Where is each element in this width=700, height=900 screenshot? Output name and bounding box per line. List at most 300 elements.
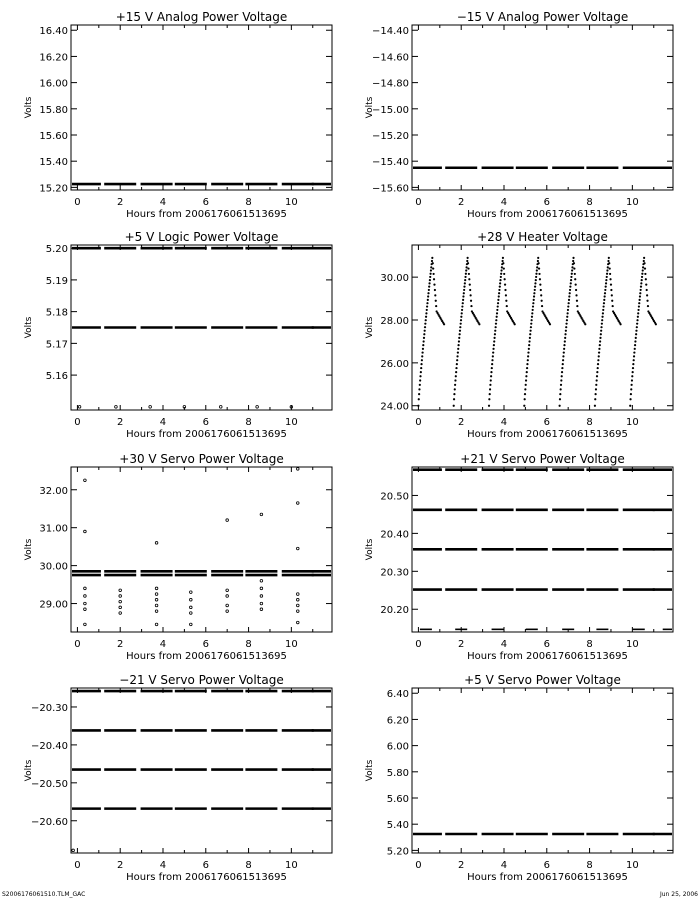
data-point: [534, 289, 536, 291]
data-point: [429, 279, 431, 281]
data-point: [533, 292, 535, 294]
data-point: [417, 405, 419, 407]
x-axis-label: Hours from 2006176061513695: [126, 429, 287, 440]
data-point: [296, 610, 299, 613]
data-point: [119, 600, 122, 603]
data-point: [638, 299, 640, 301]
data-point: [595, 384, 597, 386]
data-point: [642, 269, 644, 271]
x-tick-label: 8: [245, 860, 252, 871]
data-point: [84, 530, 87, 533]
y-tick-label: 5.19: [45, 275, 68, 287]
data-point: [532, 309, 534, 311]
data-point: [611, 300, 613, 302]
data-point: [489, 388, 491, 390]
y-tick-label: −20.40: [30, 740, 68, 752]
data-point: [601, 319, 603, 321]
data-point: [636, 323, 638, 325]
chart-title: +30 V Servo Power Voltage: [119, 452, 284, 466]
y-axis-label: Volts: [24, 96, 34, 119]
data-point: [427, 295, 429, 297]
data-point: [567, 309, 569, 311]
data-point: [560, 384, 562, 386]
data-point: [533, 295, 535, 297]
data-point: [634, 348, 636, 350]
y-tick-label: 5.17: [45, 339, 68, 351]
data-point: [432, 262, 434, 264]
y-tick-label: 30.00: [380, 273, 409, 285]
data-point: [633, 351, 635, 353]
data-point: [119, 595, 122, 598]
data-point: [538, 273, 540, 275]
data-point: [641, 276, 643, 278]
data-point: [495, 326, 497, 328]
data-point: [639, 295, 641, 297]
x-tick-label: 10: [625, 417, 639, 428]
data-point: [463, 286, 465, 288]
data-point: [541, 305, 543, 307]
data-point: [453, 398, 455, 400]
data-point: [608, 257, 610, 259]
data-point: [533, 299, 535, 301]
data-point: [500, 276, 502, 278]
data-point: [531, 319, 533, 321]
data-point: [425, 312, 427, 314]
data-point: [603, 299, 605, 301]
data-point: [296, 593, 299, 596]
data-point: [226, 589, 229, 592]
data-point: [155, 623, 158, 626]
data-point: [418, 393, 420, 395]
data-point: [597, 359, 599, 361]
data-point: [610, 289, 612, 291]
data-point: [534, 286, 536, 288]
chart-title: +21 V Servo Power Voltage: [460, 452, 625, 466]
x-axis-label: Hours from 2006176061513695: [467, 429, 628, 440]
plot-frame: [71, 25, 332, 190]
data-point: [605, 279, 607, 281]
data-point: [495, 323, 497, 325]
data-point: [467, 267, 469, 269]
data-point: [527, 351, 529, 353]
data-point: [421, 359, 423, 361]
x-tick-label: 4: [500, 860, 508, 871]
x-tick-label: 4: [500, 417, 508, 428]
data-point: [457, 344, 459, 346]
data-point: [426, 302, 428, 304]
plot-frame: [412, 25, 673, 190]
data-point: [606, 273, 608, 275]
x-axis-label: Hours from 2006176061513695: [126, 209, 287, 220]
y-tick-label: 5.18: [45, 307, 68, 319]
data-point: [190, 623, 193, 626]
data-point: [421, 351, 423, 353]
x-tick-label: 10: [284, 417, 298, 428]
y-tick-label: 5.40: [386, 820, 409, 832]
x-tick-label: 6: [543, 417, 550, 428]
data-point: [190, 612, 193, 615]
chart-title: +5 V Servo Power Voltage: [464, 673, 621, 687]
data-point: [596, 375, 598, 377]
data-point: [563, 344, 565, 346]
data-point: [646, 300, 648, 302]
data-point: [256, 406, 259, 409]
data-point: [455, 375, 457, 377]
data-point: [119, 612, 122, 615]
data-point: [454, 388, 456, 390]
data-point: [458, 340, 460, 342]
data-point: [504, 289, 506, 291]
data-point: [641, 273, 643, 275]
y-axis-label: Volts: [365, 316, 375, 339]
y-tick-label: 5.60: [386, 794, 409, 805]
data-point: [632, 363, 634, 365]
data-point: [423, 340, 425, 342]
data-point: [429, 276, 431, 278]
data-point: [433, 273, 435, 275]
data-point: [84, 608, 87, 611]
x-tick-label: 10: [625, 197, 639, 208]
chart-panel-7: [24, 673, 332, 883]
data-point: [539, 278, 541, 280]
data-point: [500, 269, 502, 271]
data-point: [453, 393, 455, 395]
data-point: [468, 273, 470, 275]
y-axis-label: Volts: [365, 96, 375, 119]
data-point: [465, 273, 467, 275]
y-tick-label: −15.20: [371, 131, 409, 142]
data-point: [454, 379, 456, 381]
data-point: [549, 323, 551, 325]
data-point: [561, 371, 563, 373]
data-point: [260, 587, 263, 590]
data-point: [631, 375, 633, 377]
y-tick-label: −14.60: [371, 52, 409, 64]
y-tick-label: 20.50: [380, 491, 409, 503]
data-point: [538, 262, 540, 264]
data-point: [84, 623, 87, 626]
data-point: [490, 375, 492, 377]
data-point: [458, 337, 460, 339]
y-tick-label: 6.40: [386, 689, 409, 701]
data-point: [493, 344, 495, 346]
plot-frame: [71, 467, 332, 632]
x-tick-label: 2: [117, 417, 124, 428]
y-tick-label: 16.20: [39, 52, 68, 64]
data-point: [634, 344, 636, 346]
data-point: [524, 388, 526, 390]
y-tick-label: −14.40: [371, 26, 409, 38]
data-point: [531, 312, 533, 314]
data-point: [462, 299, 464, 301]
y-axis-label: Volts: [24, 538, 34, 561]
footer-date: Jun 25, 2006: [659, 891, 698, 898]
data-point: [597, 363, 599, 365]
data-point: [565, 323, 567, 325]
x-tick-label: 6: [543, 639, 550, 650]
data-point: [494, 333, 496, 335]
x-tick-label: 6: [202, 197, 209, 208]
data-point: [296, 598, 299, 601]
data-point: [457, 348, 459, 350]
x-tick-label: 0: [415, 417, 422, 428]
data-point: [634, 340, 636, 342]
data-point: [514, 323, 516, 325]
data-point: [455, 367, 457, 369]
y-tick-label: 29.00: [39, 599, 68, 611]
data-point: [498, 292, 500, 294]
data-point: [155, 598, 158, 601]
data-point: [528, 340, 530, 342]
x-tick-label: 8: [586, 197, 593, 208]
x-tick-label: 6: [202, 860, 209, 871]
data-point: [492, 348, 494, 350]
y-tick-label: −15.60: [371, 183, 409, 195]
x-tick-label: 8: [586, 417, 593, 428]
data-point: [429, 273, 431, 275]
y-axis-label: Volts: [24, 759, 34, 782]
data-point: [492, 351, 494, 353]
data-point: [644, 273, 646, 275]
data-point: [423, 337, 425, 339]
data-point: [531, 316, 533, 318]
data-point: [538, 267, 540, 269]
data-point: [605, 286, 607, 288]
x-tick-label: 6: [202, 417, 209, 428]
data-point: [567, 312, 569, 314]
y-tick-label: −14.80: [371, 78, 409, 90]
data-point: [599, 344, 601, 346]
data-point: [534, 282, 536, 284]
data-point: [564, 337, 566, 339]
data-point: [612, 305, 614, 307]
data-point: [568, 295, 570, 297]
y-tick-label: 26.00: [380, 358, 409, 370]
x-tick-label: 0: [415, 197, 422, 208]
data-point: [608, 262, 610, 264]
data-point: [526, 371, 528, 373]
y-tick-label: −15.40: [371, 157, 409, 169]
data-point: [460, 316, 462, 318]
data-point: [421, 355, 423, 357]
y-tick-label: 16.00: [39, 78, 68, 90]
chart-title: −15 V Analog Power Voltage: [456, 10, 629, 24]
data-point: [260, 595, 263, 598]
data-point: [572, 260, 574, 262]
data-point: [559, 405, 561, 407]
data-point: [420, 367, 422, 369]
x-tick-label: 4: [500, 639, 508, 650]
data-point: [459, 330, 461, 332]
data-point: [560, 379, 562, 381]
data-point: [561, 375, 563, 377]
data-point: [527, 359, 529, 361]
data-point: [560, 388, 562, 390]
data-point: [584, 323, 586, 325]
data-point: [570, 276, 572, 278]
data-point: [460, 319, 462, 321]
data-point: [535, 273, 537, 275]
data-point: [524, 393, 526, 395]
y-tick-label: 6.20: [386, 715, 409, 727]
data-point: [226, 604, 229, 607]
y-tick-label: 6.00: [386, 741, 409, 753]
data-point: [435, 305, 437, 307]
data-point: [570, 282, 572, 284]
data-point: [428, 286, 430, 288]
data-point: [609, 278, 611, 280]
data-point: [469, 289, 471, 291]
data-point: [498, 289, 500, 291]
data-point: [430, 269, 432, 271]
data-point: [610, 284, 612, 286]
data-point: [497, 302, 499, 304]
data-point: [496, 316, 498, 318]
x-tick-label: 4: [159, 417, 167, 428]
plot-frame: [412, 688, 673, 853]
x-tick-label: 8: [245, 417, 252, 428]
data-point: [501, 266, 503, 268]
data-point: [571, 269, 573, 271]
data-point: [423, 333, 425, 335]
y-tick-label: 28.00: [380, 316, 409, 327]
data-point: [562, 363, 564, 365]
data-point: [506, 305, 508, 307]
chart-panel-6: [365, 452, 673, 662]
data-point: [565, 330, 567, 332]
data-point: [572, 257, 574, 259]
data-point: [576, 305, 578, 307]
data-point: [422, 348, 424, 350]
x-tick-label: 6: [543, 197, 550, 208]
data-point: [459, 326, 461, 328]
data-point: [468, 278, 470, 280]
data-point: [431, 260, 433, 262]
data-point: [457, 351, 459, 353]
data-point: [636, 326, 638, 328]
data-point: [488, 405, 490, 407]
data-point: [149, 406, 152, 409]
x-tick-label: 2: [117, 197, 124, 208]
data-point: [562, 359, 564, 361]
data-point: [574, 278, 576, 280]
data-point: [638, 305, 640, 307]
data-point: [503, 273, 505, 275]
data-point: [419, 379, 421, 381]
y-tick-label: 15.20: [39, 183, 68, 195]
data-point: [461, 309, 463, 311]
data-point: [296, 604, 299, 607]
data-point: [643, 260, 645, 262]
data-point: [630, 393, 632, 395]
data-point: [155, 587, 158, 590]
data-point: [633, 359, 635, 361]
data-point: [541, 300, 543, 302]
data-point: [493, 337, 495, 339]
data-point: [467, 262, 469, 264]
x-tick-label: 2: [458, 639, 465, 650]
x-axis-label: Hours from 2006176061513695: [467, 651, 628, 662]
x-axis-label: Hours from 2006176061513695: [467, 209, 628, 220]
data-point: [434, 289, 436, 291]
x-tick-label: 0: [415, 639, 422, 650]
data-point: [594, 398, 596, 400]
data-point: [601, 316, 603, 318]
x-axis-label: Hours from 2006176061513695: [126, 651, 287, 662]
data-point: [631, 384, 633, 386]
data-point: [573, 262, 575, 264]
data-point: [594, 405, 596, 407]
data-point: [463, 289, 465, 291]
data-point: [504, 284, 506, 286]
data-point: [470, 305, 472, 307]
data-point: [569, 289, 571, 291]
data-point: [530, 323, 532, 325]
data-point: [501, 260, 503, 262]
data-point: [655, 323, 657, 325]
data-point: [489, 393, 491, 395]
data-point: [640, 282, 642, 284]
y-tick-label: 16.40: [39, 26, 68, 38]
data-point: [467, 257, 469, 259]
data-point: [529, 337, 531, 339]
data-point: [492, 355, 494, 357]
x-tick-label: 6: [543, 860, 550, 871]
data-point: [424, 330, 426, 332]
data-point: [606, 269, 608, 271]
x-tick-label: 10: [284, 639, 298, 650]
data-point: [637, 312, 639, 314]
data-point: [296, 468, 299, 471]
chart-title: +15 V Analog Power Voltage: [115, 10, 288, 24]
data-point: [226, 519, 229, 522]
y-axis-label: Volts: [24, 316, 34, 339]
x-tick-label: 0: [74, 860, 81, 871]
x-axis-label: Hours from 2006176061513695: [467, 872, 628, 883]
data-point: [532, 305, 534, 307]
data-point: [504, 278, 506, 280]
data-point: [603, 305, 605, 307]
data-point: [155, 542, 158, 545]
data-point: [611, 294, 613, 296]
data-point: [604, 289, 606, 291]
data-point: [532, 302, 534, 304]
y-tick-label: 5.20: [45, 244, 68, 256]
data-point: [540, 294, 542, 296]
data-point: [155, 610, 158, 613]
data-point: [604, 295, 606, 297]
data-point: [260, 608, 263, 611]
y-tick-label: 20.30: [380, 567, 409, 579]
y-tick-label: 15.60: [39, 131, 68, 142]
data-point: [462, 302, 464, 304]
data-point: [526, 363, 528, 365]
data-point: [496, 309, 498, 311]
data-point: [425, 316, 427, 318]
data-point: [526, 367, 528, 369]
y-tick-label: 32.00: [39, 485, 68, 497]
data-point: [525, 379, 527, 381]
data-point: [600, 326, 602, 328]
data-point: [629, 398, 631, 400]
data-point: [539, 284, 541, 286]
data-point: [470, 300, 472, 302]
chart-panel-3: [24, 230, 332, 440]
y-tick-label: 24.00: [380, 401, 409, 413]
data-point: [561, 367, 563, 369]
data-point: [564, 340, 566, 342]
data-point: [260, 513, 263, 516]
